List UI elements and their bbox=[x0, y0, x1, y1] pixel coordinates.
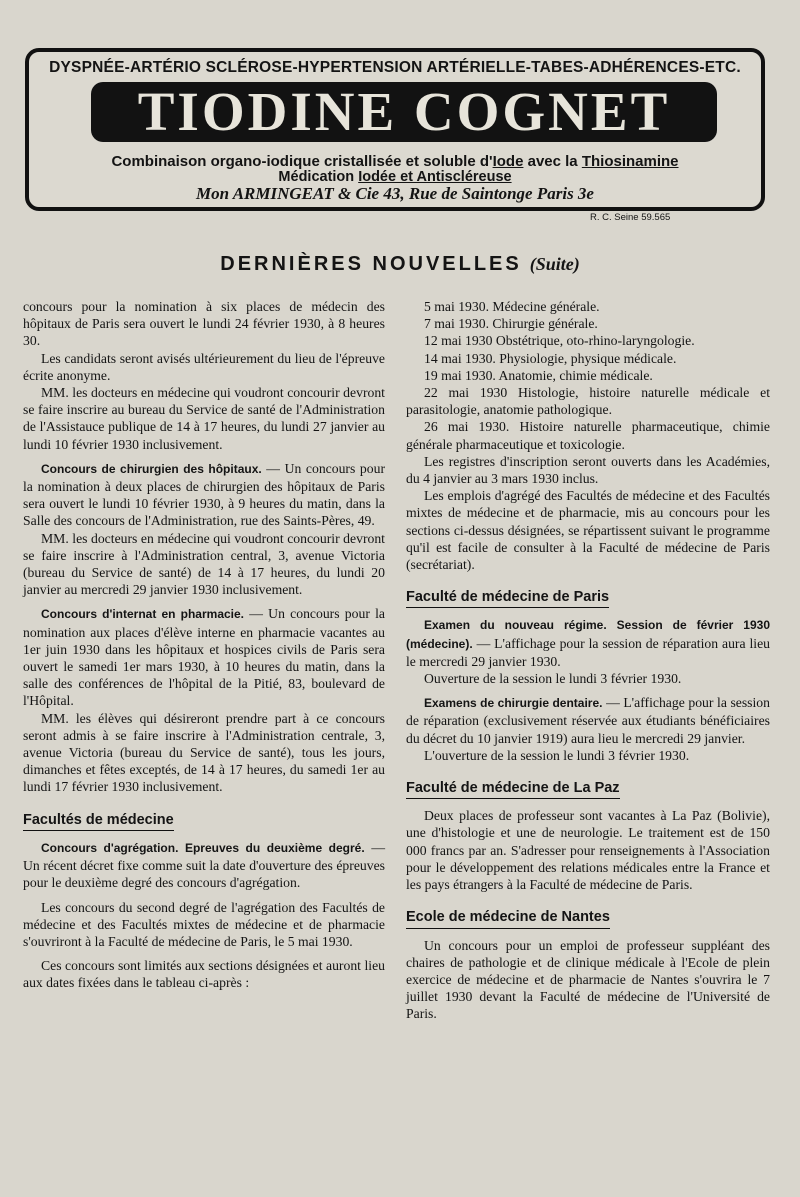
date-entry: 19 mai 1930. Anatomie, chimie médicale. bbox=[424, 367, 653, 383]
paragraph: Concours de chirurgien des hôpitaux. — Un concours pour la nomination à deux places de chirurgien des hôpitaux de Paris sera ouvert le lundi 10 février 1930, à 9 heures du matin, dans la Salle des concours de l'Administration, rue des Saints-Pères, 49. bbox=[23, 460, 386, 529]
registry-number: R. C. Seine 59.565 bbox=[590, 212, 671, 223]
ad-brand: TIODINE COGNET bbox=[91, 82, 717, 142]
date-entry: 12 mai 1930 Obstétrique, oto-rhino-laryngologie. bbox=[424, 333, 695, 349]
date-entry: 22 mai 1930 Histologie, histoire naturelle médicale et parasitologie, anatomie pathologique. bbox=[406, 385, 770, 418]
date-entry: 26 mai 1930. Histoire naturelle pharmaceutique, chimie générale pharmaceutique et toxicologie. bbox=[406, 419, 770, 452]
section-heading: Ecole de médecine de Nantes bbox=[406, 909, 610, 928]
page-title: DERNIÈRES NOUVELLES (Suite) bbox=[220, 253, 580, 275]
ad-medication: Médication Iodée et Antiscléreuse bbox=[278, 169, 512, 185]
paragraph: Les candidats seront avisés ultérieurement du lieu de l'épreuve écrite anonyme. bbox=[23, 350, 385, 383]
paragraph: Examens de chirurgie dentaire. — L'affichage pour la session de réparation (exclusivement réservée aux étudiants bénéficiaires du décret du 10 janvier 1919) aura lieu le mercredi 29 janvier. bbox=[406, 695, 770, 746]
paragraph: Un concours pour un emploi de professeur suppléant des chaires de pathologie et de clinique médicale à l'Ecole de plein exercice de médecine et de pharmacie de Nantes s'ouvrira le 7 juillet 1930 devant la Faculté de médecine de l'Université de Paris. bbox=[406, 937, 770, 1022]
paragraph: concours pour la nomination à six places de médecin des hôpitaux de Paris sera ouvert le lundi 24 février 1930, à 8 heures 30. bbox=[23, 299, 385, 349]
section-heading: Facultés de médecine bbox=[23, 812, 174, 831]
left-column bbox=[23, 298, 385, 992]
paragraph: Ces concours sont limités aux sections désignées et auront lieu aux dates fixées dans le tableau ci-après : bbox=[23, 958, 385, 991]
section-heading: Faculté de médecine de La Paz bbox=[406, 780, 620, 799]
paragraph: Les emplois d'agrégé des Facultés de médecine et des Facultés mixtes de médecine et de pharmacie, mis au concours pour les sections ci-dessus désignées, se répartissent suivant le programme qu'il est facile de consulter à la Faculté de médecine de Paris (secrétariat). bbox=[406, 488, 770, 573]
right-column bbox=[406, 298, 770, 1023]
paragraph: Les concours du second degré de l'agrégation des Facultés de médecine et des Facultés mixtes de médecine et de pharmacie s'ouvriront à la Faculté de médecine de Paris, le 5 mai 1930. bbox=[23, 899, 385, 949]
paragraph: Concours d'internat en pharmacie. — Un concours pour la nomination aux places d'élève interne en pharmacie vacantes au 1er juin 1930 dans les hôpitaux et hospices civils de Paris sera ouvert le samedi 1er mars 1930, à 10 heures du matin, dans la salle des conférences de l'hôpital de la Pitié, 83, boulevard de l'Hôpital. bbox=[23, 606, 386, 709]
section-heading: Faculté de médecine de Paris bbox=[406, 589, 609, 608]
title-suite: (Suite) bbox=[529, 254, 580, 274]
paragraph: Les registres d'inscription seront ouverts dans les Académies, du 4 janvier au 3 mars 1930 inclus. bbox=[406, 453, 770, 487]
paragraph: MM. les docteurs en médecine qui voudront concourir devront se faire inscrire à l'Administration central, 3, avenue Victoria (bureau du Service de santé) de 14 à 17 heures, du lundi 20 janvier au mercredi 29 janvier 1930 inclusivement. bbox=[23, 530, 385, 598]
date-entry: 5 mai 1930. Médecine générale. bbox=[424, 299, 600, 314]
paragraph: Deux places de professeur sont vacantes à La Paz (Bolivie), une d'histologie et une de neurologie. Le traitement est de 150 000 francs par an. S'adresser pour renseignements à l'Association pour le développement des relations médicales entre la France et les pays étrangers à la Faculté de médecine de Paris. bbox=[406, 808, 770, 893]
paragraph: L'ouverture de la session le lundi 3 février 1930. bbox=[424, 747, 690, 763]
date-entry: 7 mai 1930. Chirurgie générale. bbox=[424, 316, 598, 332]
advertisement-box bbox=[25, 48, 765, 211]
paragraph: MM. les docteurs en médecine qui voudront concourir devront se faire inscrire au bureau du Service de santé de l'Administration de l'Assistauce publique de 14 à 17 heures, du lundi 27 janvier au lundi 10 février 1930 inclusivement. bbox=[23, 385, 385, 452]
paragraph: MM. les élèves qui désireront prendre part à ce concours seront admis à se faire inscrire à l'Administration centrale, 3, avenue Victoria (bureau du Service de santé), tous les jours, dimanches et fêtes exceptés, de 14 à 17 heures, du samedi 1er au lundi 17 février 1930 inclusivement. bbox=[23, 710, 385, 795]
ad-address: Mon ARMINGEAT & Cie 43, Rue de Saintonge Paris 3e bbox=[196, 184, 594, 203]
paragraph: Ouverture de la session le lundi 3 février 1930. bbox=[424, 671, 682, 687]
paragraph: Examen du nouveau régime. Session de février 1930 (médecine). — L'affichage pour la session de réparation aura lieu le mercredi 29 janvier 1930. bbox=[406, 618, 770, 669]
ad-description: Combinaison organo-iodique cristallisée et soluble d'Iode avec la Thiosinamine bbox=[111, 153, 679, 170]
paragraph: Concours d'agrégation. Epreuves du deuxième degré. — Un récent décret fixe comme suit la date d'ouverture des épreuves pour le deuxième degré des concours d'agrégation. bbox=[23, 839, 386, 891]
date-entry: 14 mai 1930. Physiologie, physique médicale. bbox=[424, 350, 677, 366]
ad-indications: DYSPNÉE-ARTÉRIO SCLÉROSE-HYPERTENSION ARTÉRIELLE-TABES-ADHÉRENCES-ETC. bbox=[49, 59, 741, 76]
